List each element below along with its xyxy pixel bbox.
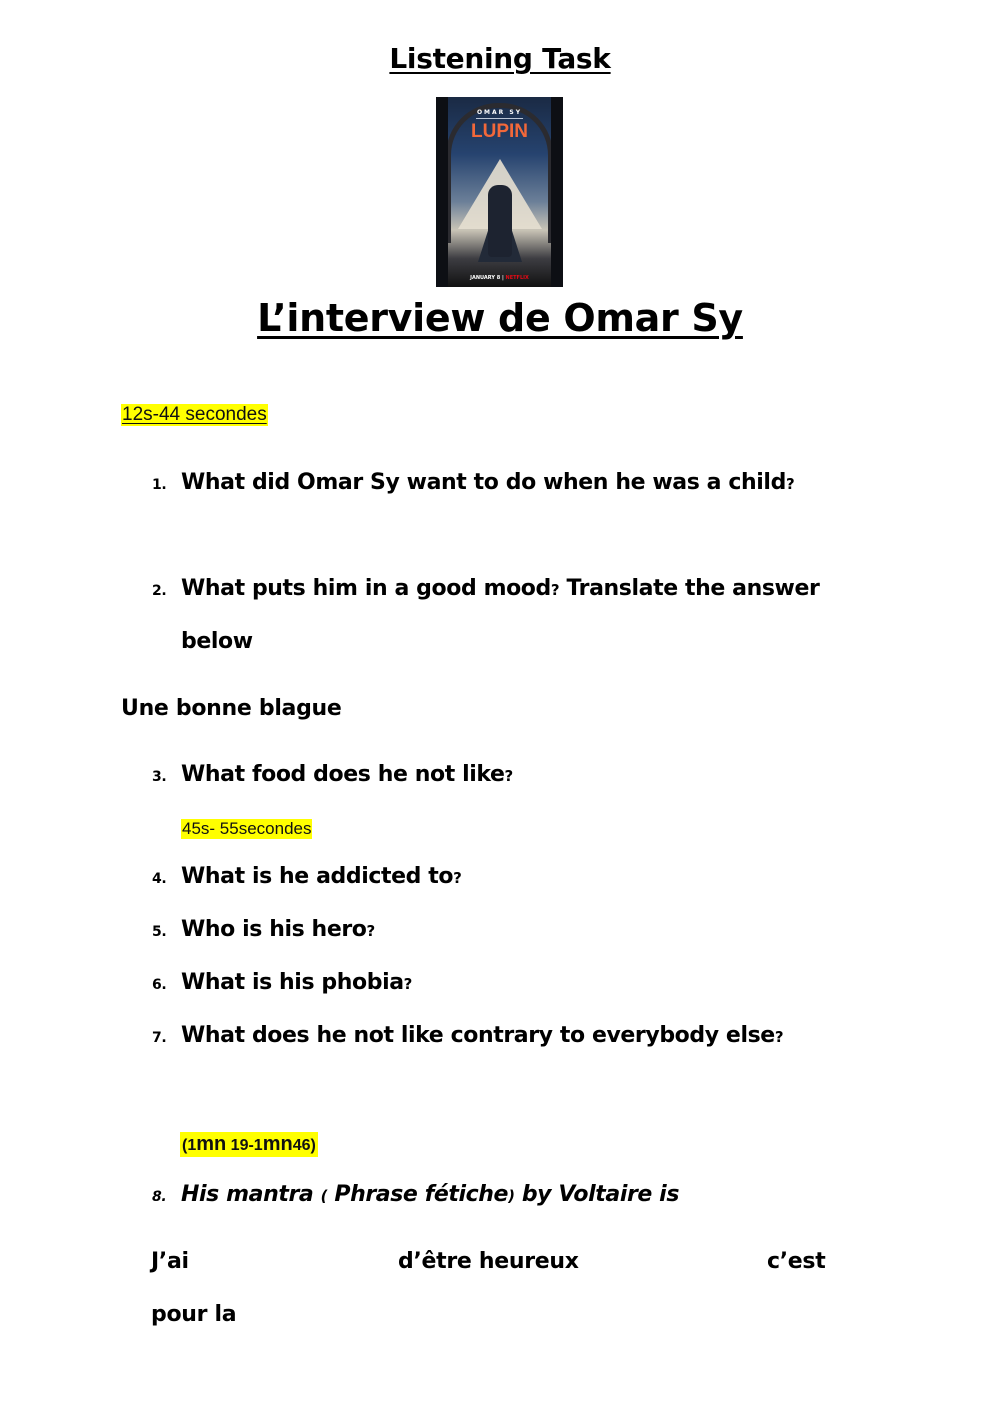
poster-star-name: OMAR SY — [476, 109, 523, 116]
question-8 — [152, 1182, 679, 1207]
paren-open: ( — [320, 1187, 328, 1205]
timestamp-highlight-1: 12s-44 secondes — [122, 404, 267, 425]
timestamp-highlight-3 — [180, 1132, 318, 1157]
fill-blank-line-2: pour la — [151, 1302, 237, 1327]
answer-prompt: Une bonne blague — [121, 696, 342, 721]
question-2 — [152, 576, 819, 601]
poster-network-logo: NETFLIX — [505, 275, 529, 281]
question-6 — [152, 970, 412, 995]
question-7 — [152, 1023, 783, 1048]
question-number: 3. — [152, 769, 167, 785]
timestamp-part: 19-1 — [226, 1137, 263, 1154]
timestamp-part: 46) — [292, 1137, 316, 1154]
paren-text: Phrase fétiche — [327, 1182, 509, 1207]
question-mark: ? — [504, 767, 513, 785]
question-4 — [152, 864, 461, 889]
question-number: 4. — [152, 871, 167, 887]
question-3 — [152, 762, 513, 787]
timestamp-part: mn — [196, 1133, 227, 1155]
question-5 — [152, 917, 375, 942]
question-number: 1. — [152, 477, 167, 493]
timestamp-part: (1 — [182, 1137, 197, 1154]
poster-tagline-line — [476, 118, 523, 119]
timestamp-highlight-2: 45s- 55secondes — [182, 819, 312, 838]
question-text: What is he addicted to — [181, 864, 454, 889]
question-number: 2. — [152, 583, 167, 599]
paren-close: ) — [508, 1187, 515, 1205]
question-text-after: by Voltaire is — [514, 1182, 680, 1207]
figure-graphic — [488, 185, 512, 257]
lupin-poster-image — [436, 97, 563, 287]
question-mark: ? — [366, 922, 375, 940]
question-text: His mantra — [181, 1182, 321, 1207]
timestamp-part: mn — [262, 1133, 293, 1155]
poster-release-line: JANUARY 8 | NETFLIX — [470, 275, 529, 281]
question-mark: ? — [785, 475, 795, 493]
main-heading: L’interview de Omar Sy — [257, 296, 743, 340]
question-mark: ? — [403, 975, 412, 993]
question-text: Who is his hero — [181, 917, 367, 942]
poster-show-title: LUPIN — [471, 121, 528, 142]
question-text: What food does he not like — [181, 762, 505, 787]
fill-blank-word-3: c’est — [767, 1249, 826, 1274]
document-title: Listening Task — [389, 42, 611, 75]
question-text-continued: Translate the answer — [559, 576, 820, 601]
question-number: 7. — [152, 1030, 167, 1046]
question-number: 6. — [152, 977, 167, 993]
question-number: 8. — [152, 1189, 167, 1205]
question-1 — [152, 470, 794, 495]
question-mark: ? — [774, 1028, 784, 1046]
question-mark: ? — [453, 869, 462, 887]
question-text: What does he not like contrary to everybody else — [181, 1023, 775, 1048]
question-mark: ? — [550, 581, 560, 599]
question-text: What is his phobia — [181, 970, 404, 995]
poster-release-date: JANUARY 8 — [470, 275, 501, 281]
fill-blank-word-1: J’ai — [151, 1249, 189, 1274]
question-number: 5. — [152, 924, 167, 940]
question-text: What puts him in a good mood — [181, 576, 551, 601]
question-text: What did Omar Sy want to do when he was a child — [181, 470, 786, 495]
question-2-line-2: below — [181, 629, 253, 654]
fill-blank-word-2: d’être heureux — [398, 1249, 579, 1274]
